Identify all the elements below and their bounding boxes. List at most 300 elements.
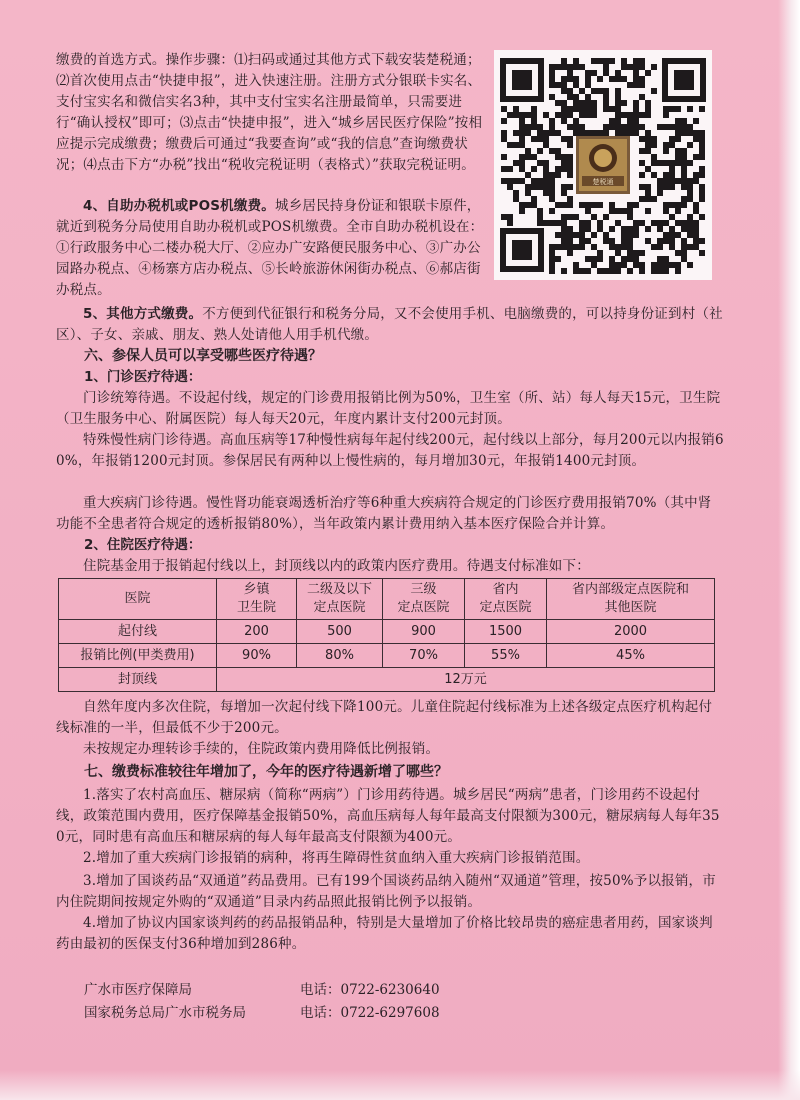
qr-module	[603, 58, 609, 64]
qr-module	[525, 124, 531, 130]
qr-module	[585, 130, 591, 136]
qr-module	[573, 130, 579, 136]
qr-module	[615, 262, 621, 268]
qr-module	[633, 112, 639, 118]
qr-module	[567, 70, 573, 76]
qr-module	[651, 88, 657, 94]
qr-module	[567, 214, 573, 220]
qr-module	[639, 64, 645, 70]
qr-module	[531, 106, 537, 112]
qr-module	[669, 142, 675, 148]
qr-module	[633, 76, 639, 82]
qr-module	[615, 118, 621, 124]
qr-module	[543, 220, 549, 226]
qr-module	[699, 166, 705, 172]
inpatient-subtitle: 2、住院医疗待遇：	[84, 537, 202, 553]
qr-module	[633, 124, 639, 130]
qr-module	[501, 118, 507, 124]
qr-module	[579, 232, 585, 238]
qr-module	[525, 154, 531, 160]
qr-module	[585, 256, 591, 262]
qr-module	[567, 232, 573, 238]
qr-module	[669, 178, 675, 184]
footer-org-tax: 国家税务总局广水市税务局	[84, 1005, 246, 1021]
qr-module	[651, 262, 657, 268]
qr-module	[567, 94, 573, 100]
qr-module	[651, 64, 657, 70]
qr-module	[531, 112, 537, 118]
qr-module	[573, 58, 579, 64]
item1-paragraph: 1.落实了农村高血压、糖尿病（简称“两病”）门诊用药待遇。城乡居民“两病”患者，门诊用药不设起付线，政策范围内费用，医疗保障基金报销50%，高血压病每人每年最高支付限额为300元，糖尿病每人每年350元，同时患有高血压和糖尿病的每人每年最高支付限额为400元。	[56, 787, 720, 845]
qr-module	[621, 112, 627, 118]
qr-module	[645, 100, 651, 106]
qr-module	[627, 202, 633, 208]
qr-module	[669, 244, 675, 250]
qr-module	[633, 226, 639, 232]
qr-module	[627, 226, 633, 232]
qr-module	[645, 148, 651, 154]
qr-module	[567, 142, 573, 148]
qr-module	[615, 112, 621, 118]
referral-paragraph: 未按规定办理转诊手续的，住院政策内费用降低比例报销。	[83, 741, 440, 757]
qr-module	[579, 124, 585, 130]
qr-module	[531, 118, 537, 124]
qr-module	[663, 238, 669, 244]
qr-module	[621, 226, 627, 232]
qr-module	[561, 160, 567, 166]
qr-module	[621, 100, 627, 106]
qr-module	[621, 244, 627, 250]
qr-module	[681, 118, 687, 124]
table-row	[59, 620, 715, 644]
qr-module	[573, 94, 579, 100]
qr-module	[609, 58, 615, 64]
qr-module	[669, 262, 675, 268]
qr-module	[633, 100, 639, 106]
qr-module	[549, 208, 555, 214]
table-header-cell: 医院	[59, 579, 217, 620]
payment-steps-paragraph: 缴费的首选方式。操作步骤：⑴扫码或通过其他方式下载安装楚税通；⑵首次使用点击“快捷申报”，进入快速注册。注册方式分银联卡实名、支付宝实名和微信实名3种，其中支付宝实名注册最简单，只需要进行“确认授权”即可；⑶点击“快捷申报”，进入“城乡居民医疗保险”按相应提示完成缴费；缴费后可通过“我要查询”或“我的信息”查询缴费状况；⑷点击下方“办税”找出“税收完税证明（表格式）”获取完税证明。	[56, 52, 483, 173]
qr-module	[591, 100, 597, 106]
qr-module	[663, 112, 669, 118]
qr-module	[675, 202, 681, 208]
qr-code[interactable]	[494, 50, 712, 280]
qr-module	[675, 136, 681, 142]
qr-module	[567, 136, 573, 142]
table-row-label: 报销比例(甲类费用)	[59, 644, 217, 668]
qr-module	[645, 166, 651, 172]
self-service-title: 4、自助办税机或POS机缴费。	[83, 198, 275, 214]
qr-module	[693, 202, 699, 208]
qr-module	[537, 214, 543, 220]
qr-module	[645, 238, 651, 244]
qr-module	[687, 214, 693, 220]
qr-module	[669, 184, 675, 190]
qr-module	[579, 268, 585, 274]
qr-module	[549, 148, 555, 154]
qr-module	[699, 106, 705, 112]
qr-module	[609, 238, 615, 244]
qr-module	[669, 124, 675, 130]
qr-module	[663, 106, 669, 112]
qr-module	[513, 142, 519, 148]
qr-module	[639, 112, 645, 118]
qr-module	[519, 118, 525, 124]
qr-module	[663, 208, 669, 214]
qr-module	[633, 232, 639, 238]
qr-module	[675, 124, 681, 130]
qr-module	[675, 220, 681, 226]
qr-module	[531, 184, 537, 190]
other-method-title: 5、其他方式缴费。	[83, 306, 203, 322]
qr-module	[657, 190, 663, 196]
qr-module	[627, 208, 633, 214]
qr-module	[693, 244, 699, 250]
qr-module	[681, 196, 687, 202]
qr-module	[669, 214, 675, 220]
qr-module	[681, 130, 687, 136]
qr-module	[645, 70, 651, 76]
qr-module	[531, 178, 537, 184]
qr-module	[699, 136, 705, 142]
qr-module	[513, 190, 519, 196]
qr-module	[513, 178, 519, 184]
qr-module	[537, 130, 543, 136]
qr-module	[537, 160, 543, 166]
qr-module	[663, 256, 669, 262]
qr-module	[681, 166, 687, 172]
qr-module	[579, 238, 585, 244]
qr-module	[597, 268, 603, 274]
qr-module	[513, 112, 519, 118]
qr-module	[693, 172, 699, 178]
qr-module	[603, 70, 609, 76]
qr-module	[549, 172, 555, 178]
qr-module	[525, 148, 531, 154]
qr-module	[663, 172, 669, 178]
qr-module	[645, 106, 651, 112]
qr-module	[669, 106, 675, 112]
qr-module	[561, 238, 567, 244]
qr-module	[621, 124, 627, 130]
qr-module	[573, 262, 579, 268]
qr-module	[615, 250, 621, 256]
qr-module	[615, 220, 621, 226]
qr-module	[657, 124, 663, 130]
qr-module	[603, 94, 609, 100]
qr-module	[561, 112, 567, 118]
qr-module	[549, 268, 555, 274]
qr-module	[531, 196, 537, 202]
qr-module	[657, 178, 663, 184]
qr-module	[615, 106, 621, 112]
qr-module	[591, 256, 597, 262]
qr-module	[687, 106, 693, 112]
qr-module	[567, 238, 573, 244]
qr-module	[537, 184, 543, 190]
qr-module	[567, 202, 573, 208]
footer-org-medical: 广水市医疗保障局	[84, 982, 192, 998]
qr-module	[681, 160, 687, 166]
multiple-admission-paragraph: 自然年度内多次住院，每增加一次起付线下降100元。儿童住院起付线标准为上述各级定点医疗机构起付线标准的一半，但最低不少于200元。	[56, 699, 713, 736]
qr-module	[645, 190, 651, 196]
qr-module	[519, 130, 525, 136]
qr-module	[681, 256, 687, 262]
qr-module	[585, 226, 591, 232]
qr-module	[627, 130, 633, 136]
qr-module	[555, 202, 561, 208]
qr-module	[561, 244, 567, 250]
qr-module	[549, 262, 555, 268]
qr-module	[567, 106, 573, 112]
qr-module	[573, 76, 579, 82]
qr-module	[585, 70, 591, 76]
qr-module	[657, 238, 663, 244]
qr-module	[609, 76, 615, 82]
qr-module	[699, 148, 705, 154]
qr-module	[537, 220, 543, 226]
qr-module	[501, 214, 507, 220]
qr-module	[543, 172, 549, 178]
qr-module	[603, 88, 609, 94]
qr-module	[591, 130, 597, 136]
qr-module	[561, 154, 567, 160]
qr-module	[555, 232, 561, 238]
qr-module	[663, 148, 669, 154]
qr-module	[627, 82, 633, 88]
qr-module	[693, 226, 699, 232]
qr-module	[573, 232, 579, 238]
qr-module	[693, 208, 699, 214]
qr-module	[651, 172, 657, 178]
qr-module	[561, 268, 567, 274]
qr-module	[567, 124, 573, 130]
table-row-label: 起付线	[59, 620, 217, 644]
qr-module	[663, 202, 669, 208]
qr-module	[567, 76, 573, 82]
qr-module	[561, 106, 567, 112]
qr-module	[603, 100, 609, 106]
qr-module	[615, 268, 621, 274]
qr-module	[597, 88, 603, 94]
outpatient-general-paragraph: 门诊统筹待遇。不设起付线，规定的门诊费用报销比例为50%，卫生室（所、站）每人每天15元，卫生院（卫生服务中心、附属医院）每人每天20元，年度内累计支付200元封顶。	[56, 390, 721, 427]
qr-module	[621, 76, 627, 82]
qr-module	[681, 244, 687, 250]
qr-module	[555, 64, 561, 70]
section6-title: 六、参保人员可以享受哪些医疗待遇？	[84, 348, 322, 364]
qr-center-emblem	[576, 136, 630, 194]
major-disease-paragraph: 重大疾病门诊待遇。慢性肾功能衰竭透析治疗等6种重大疾病符合规定的门诊医疗费用报销70%（其中肾功能不全患者符合规定的透析报销80%），当年政策内累计费用纳入基本医疗保险合并计算。	[56, 495, 712, 532]
other-method-body: 不方便到代征银行和税务分局，又不会使用手机、电脑缴费的，可以持身份证到村（社区）、子女、亲戚、朋友、熟人处请他人用手机代缴。	[56, 306, 723, 343]
qr-module	[663, 160, 669, 166]
qr-module	[627, 238, 633, 244]
qr-module	[513, 196, 519, 202]
qr-module	[543, 184, 549, 190]
qr-module	[579, 220, 585, 226]
qr-module	[537, 208, 543, 214]
qr-module	[549, 244, 555, 250]
qr-module	[597, 256, 603, 262]
qr-module	[567, 244, 573, 250]
qr-module	[639, 184, 645, 190]
qr-module	[639, 124, 645, 130]
qr-module	[579, 112, 585, 118]
qr-module	[639, 136, 645, 142]
qr-module	[615, 94, 621, 100]
qr-module	[555, 112, 561, 118]
qr-module	[567, 226, 573, 232]
qr-module	[513, 160, 519, 166]
qr-module	[579, 100, 585, 106]
qr-module	[699, 154, 705, 160]
qr-module	[561, 64, 567, 70]
qr-module	[561, 76, 567, 82]
table-header-cell: 省内部级定点医院和 其他医院	[547, 579, 715, 620]
qr-module	[501, 130, 507, 136]
qr-module	[651, 160, 657, 166]
qr-module	[555, 172, 561, 178]
qr-module	[669, 172, 675, 178]
qr-module	[525, 130, 531, 136]
qr-module	[579, 244, 585, 250]
qr-module	[639, 58, 645, 64]
qr-module	[597, 58, 603, 64]
qr-module	[663, 178, 669, 184]
table-cell-cap: 12万元	[217, 668, 715, 692]
qr-module	[627, 268, 633, 274]
table-cell: 90%	[217, 644, 297, 668]
qr-module	[513, 130, 519, 136]
qr-module	[573, 82, 579, 88]
qr-module	[615, 130, 621, 136]
qr-module	[699, 184, 705, 190]
item4-paragraph: 4.增加了协议内国家谈判药的药品报销品种，特别是大量增加了价格比较昂贵的癌症患者用药，国家谈判药由最初的医保支付36种增加到286种。	[56, 915, 713, 952]
qr-module	[675, 208, 681, 214]
qr-module	[675, 262, 681, 268]
qr-module	[675, 130, 681, 136]
qr-module	[543, 136, 549, 142]
qr-module	[525, 172, 531, 178]
qr-module	[543, 142, 549, 148]
qr-module	[591, 70, 597, 76]
qr-module	[687, 226, 693, 232]
qr-module	[687, 190, 693, 196]
qr-module	[531, 124, 537, 130]
qr-module	[555, 166, 561, 172]
qr-module	[627, 64, 633, 70]
self-service-body: 城乡居民持身份证和银联卡原件，就近到税务分局使用自助办税机或POS机缴费。全市自助办税机设在：①行政服务中心二楼办税大厅、②应办广安路便民服务中心、③广办公园路办税点、④杨寨方店办税点、⑤长岭旅游休闲街办税点、⑥郝店街办税点。	[56, 198, 484, 298]
table-row	[59, 644, 715, 668]
qr-module	[543, 178, 549, 184]
chronic-disease-paragraph: 特殊慢性病门诊待遇。高血压病等17种慢性病每年起付线200元，起付线以上部分，每月200元以内报销60%，年报销1200元封顶。参保居民有两种以上慢性病的，每月增加30元，年报销1400元封顶。	[56, 432, 724, 469]
qr-module	[657, 160, 663, 166]
qr-module	[537, 148, 543, 154]
table-row-label: 封顶线	[59, 668, 217, 692]
qr-module	[657, 262, 663, 268]
qr-module	[525, 112, 531, 118]
qr-module	[585, 208, 591, 214]
qr-module	[543, 130, 549, 136]
qr-module	[609, 244, 615, 250]
qr-module	[615, 76, 621, 82]
qr-module	[675, 250, 681, 256]
qr-module	[573, 214, 579, 220]
qr-module	[663, 220, 669, 226]
qr-module	[561, 190, 567, 196]
qr-module	[543, 190, 549, 196]
qr-module	[591, 262, 597, 268]
qr-module	[663, 262, 669, 268]
qr-module	[549, 94, 555, 100]
qr-module	[651, 268, 657, 274]
qr-module	[507, 184, 513, 190]
qr-module	[693, 136, 699, 142]
qr-module	[699, 172, 705, 178]
qr-module	[675, 106, 681, 112]
qr-module	[657, 184, 663, 190]
qr-module	[597, 76, 603, 82]
qr-module	[687, 184, 693, 190]
qr-module	[693, 130, 699, 136]
qr-module	[681, 172, 687, 178]
qr-module	[621, 262, 627, 268]
qr-module	[663, 184, 669, 190]
qr-module	[585, 82, 591, 88]
qr-module	[513, 106, 519, 112]
qr-module	[531, 136, 537, 142]
qr-module	[609, 124, 615, 130]
qr-module	[615, 88, 621, 94]
qr-module	[681, 250, 687, 256]
qr-module	[555, 256, 561, 262]
qr-module	[555, 130, 561, 136]
qr-module	[687, 196, 693, 202]
qr-module	[549, 124, 555, 130]
table-row	[59, 668, 715, 692]
qr-module	[609, 226, 615, 232]
qr-module	[543, 160, 549, 166]
qr-module	[681, 220, 687, 226]
qr-module	[633, 130, 639, 136]
qr-module	[537, 124, 543, 130]
qr-module	[549, 82, 555, 88]
qr-module	[579, 106, 585, 112]
qr-module	[525, 202, 531, 208]
qr-module	[627, 250, 633, 256]
qr-module	[567, 250, 573, 256]
qr-module	[603, 214, 609, 220]
qr-module	[693, 154, 699, 160]
qr-module	[669, 232, 675, 238]
qr-module	[609, 262, 615, 268]
table-cell: 200	[217, 620, 297, 644]
qr-module	[633, 202, 639, 208]
qr-module	[699, 142, 705, 148]
qr-module	[501, 136, 507, 142]
qr-module	[675, 148, 681, 154]
qr-module	[549, 76, 555, 82]
qr-module	[561, 214, 567, 220]
qr-module	[555, 82, 561, 88]
section7-title: 七、缴费标准较往年增加了，今年的医疗待遇新增了哪些？	[84, 764, 448, 780]
qr-module	[699, 190, 705, 196]
qr-module	[573, 64, 579, 70]
qr-module	[501, 178, 507, 184]
item3-paragraph: 3.增加了国谈药品“双通道”药品费用。已有199个国谈药品纳入随州“双通道”管理，按50%予以报销，市内住院期间按规定外购的“双通道”目录内药品照此报销比例予以报销。	[56, 873, 716, 910]
qr-module	[651, 244, 657, 250]
qr-module	[507, 142, 513, 148]
qr-module	[585, 112, 591, 118]
